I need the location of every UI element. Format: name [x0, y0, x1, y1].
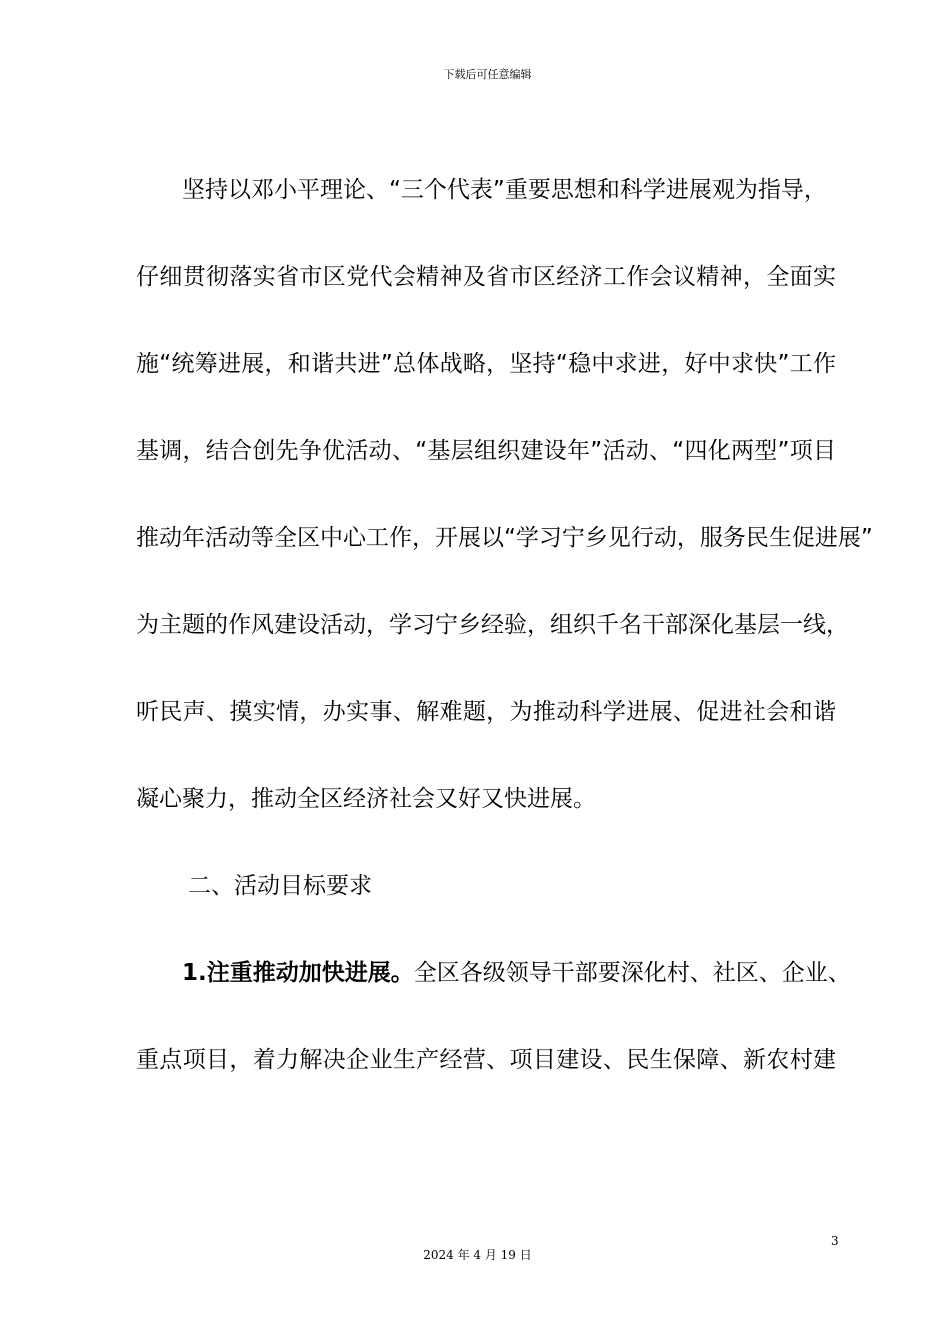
section-heading: 二、活动目标要求 — [188, 873, 372, 899]
paragraph-line: 听民声、摸实情，办实事、解难题，为推动科学进展、促进社会和谐 — [136, 699, 836, 725]
page-header-note: 下载后可任意编辑 — [443, 68, 532, 81]
document-body — [136, 166, 873, 1123]
list-item-line — [136, 949, 851, 1036]
page-number: 3 — [831, 1234, 839, 1248]
list-item-text: 全区各级领导干部要深化村、社区、企业、 — [413, 960, 851, 986]
paragraph-line: 凝心聚力，推动全区经济社会又好又快进展。 — [136, 786, 596, 812]
footer-date: 2024 年 4 月 19 日 — [423, 1248, 532, 1262]
paragraph-line: 施“统筹进展，和谐共进”总体战略，坚持“稳中求进，好中求快”工作 — [136, 351, 836, 377]
list-item-lead: 1.注重推动加快进展。 — [182, 960, 414, 986]
list-item-line: 重点项目，着力解决企业生产经营、项目建设、民生保障、新农村建 — [136, 1047, 836, 1073]
paragraph-line: 基调，结合创先争优活动、“基层组织建设年”活动、“四化两型”项目 — [136, 438, 836, 464]
paragraph-line: 推动年活动等全区中心工作，开展以“学习宁乡见行动，服务民生促进展” — [136, 525, 873, 551]
paragraph-line: 仔细贯彻落实省市区党代会精神及省市区经济工作会议精神，全面实 — [136, 264, 836, 290]
paragraph-line: 为主题的作风建设活动，学习宁乡经验，组织千名干部深化基层一线， — [136, 612, 849, 638]
paragraph-line: 坚持以邓小平理论、“三个代表”重要思想和科学进展观为指导， — [182, 177, 827, 203]
